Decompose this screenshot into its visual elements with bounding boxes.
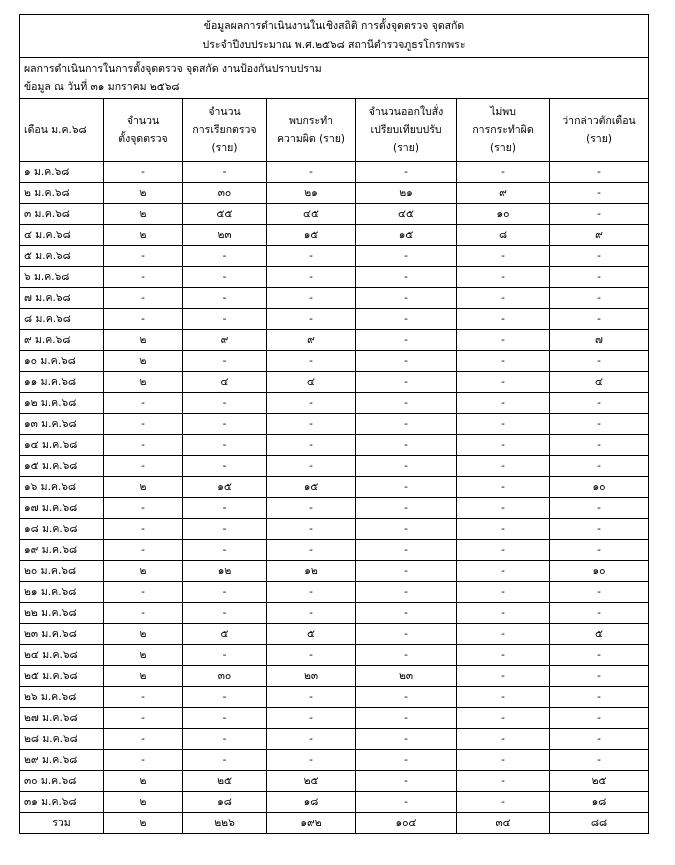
date-cell: ๑๔ ม.ค.๖๘	[20, 435, 104, 456]
column-header-line: จำนวนออกใบสั่ง	[368, 106, 444, 118]
column-header-line: จำนวน	[126, 115, 160, 127]
value-cell: -	[267, 519, 356, 540]
value-cell: ๒๕	[550, 771, 649, 792]
value-cell: -	[457, 750, 550, 771]
table-row	[20, 414, 649, 435]
value-cell: -	[457, 666, 550, 687]
value-cell: -	[457, 456, 550, 477]
value-cell: -	[183, 162, 267, 183]
value-cell: -	[356, 288, 457, 309]
title-line-2: ประจำปีงบประมาณ พ.ศ.๒๕๖๘ สถานีตำรวจภูธรโกรกพระ	[202, 39, 466, 51]
date-cell: ๒ ม.ค.๖๘	[20, 183, 104, 204]
total-value-cell: ๑๐๔	[356, 813, 457, 834]
value-cell: ๑๕	[267, 477, 356, 498]
value-cell: -	[267, 456, 356, 477]
value-cell: -	[104, 267, 183, 288]
value-cell: -	[457, 309, 550, 330]
date-cell: ๔ ม.ค.๖๘	[20, 225, 104, 246]
date-cell: ๒๑ ม.ค.๖๘	[20, 582, 104, 603]
value-cell: ๒๑	[267, 183, 356, 204]
date-cell: ๓๐ ม.ค.๖๘	[20, 771, 104, 792]
value-cell: ๓๐	[183, 183, 267, 204]
value-cell: ๗	[550, 330, 649, 351]
date-cell: ๗ ม.ค.๖๘	[20, 288, 104, 309]
value-cell: -	[457, 288, 550, 309]
value-cell: ๔๕	[267, 204, 356, 225]
value-cell: ๒	[104, 225, 183, 246]
table-row	[20, 288, 649, 309]
checkpoint-statistics-table	[19, 14, 649, 834]
date-cell: ๖ ม.ค.๖๘	[20, 267, 104, 288]
column-header-line: (ราย)	[490, 142, 516, 154]
value-cell: ๑๕	[183, 477, 267, 498]
column-header-line: ความผิด (ราย)	[277, 133, 345, 145]
value-cell: ๒	[104, 183, 183, 204]
value-cell: -	[267, 645, 356, 666]
value-cell: -	[356, 792, 457, 813]
value-cell: ๕	[183, 624, 267, 645]
value-cell: -	[267, 540, 356, 561]
value-cell: -	[183, 582, 267, 603]
table-row	[20, 771, 649, 792]
value-cell: -	[183, 435, 267, 456]
value-cell: -	[183, 288, 267, 309]
header-row	[20, 99, 649, 162]
value-cell: ๒๕	[267, 771, 356, 792]
value-cell: -	[183, 519, 267, 540]
value-cell: -	[550, 729, 649, 750]
value-cell: ๒	[104, 351, 183, 372]
value-cell: -	[550, 582, 649, 603]
value-cell: -	[550, 267, 649, 288]
column-header-5	[457, 99, 550, 162]
value-cell: -	[267, 267, 356, 288]
value-cell: -	[183, 729, 267, 750]
value-cell: -	[550, 456, 649, 477]
value-cell: ๑๐	[457, 204, 550, 225]
value-cell: -	[356, 435, 457, 456]
subtitle-line-1: ผลการดำเนินการในการตั้งจุดตรวจ จุดสกัด งานป้องกันปราบปราม	[24, 63, 322, 75]
value-cell: -	[356, 519, 457, 540]
value-cell: -	[457, 561, 550, 582]
date-cell: ๑๗ ม.ค.๖๘	[20, 498, 104, 519]
value-cell: -	[104, 540, 183, 561]
date-cell: ๑๓ ม.ค.๖๘	[20, 414, 104, 435]
value-cell: -	[267, 414, 356, 435]
value-cell: -	[267, 393, 356, 414]
value-cell: -	[267, 750, 356, 771]
value-cell: -	[267, 708, 356, 729]
value-cell: ๒	[104, 204, 183, 225]
date-cell: ๓ ม.ค.๖๘	[20, 204, 104, 225]
value-cell: -	[183, 414, 267, 435]
value-cell: ๒	[104, 771, 183, 792]
column-header-3	[267, 99, 356, 162]
value-cell: -	[267, 246, 356, 267]
value-cell: -	[104, 582, 183, 603]
table-row	[20, 561, 649, 582]
value-cell: ๒๓	[183, 225, 267, 246]
value-cell: ๒๓	[356, 666, 457, 687]
value-cell: -	[550, 498, 649, 519]
table-row	[20, 162, 649, 183]
value-cell: ๙	[267, 330, 356, 351]
value-cell: -	[457, 498, 550, 519]
value-cell: ๑๒	[183, 561, 267, 582]
date-cell: ๒๗ ม.ค.๖๘	[20, 708, 104, 729]
value-cell: -	[457, 729, 550, 750]
value-cell: -	[457, 582, 550, 603]
value-cell: -	[550, 708, 649, 729]
value-cell: -	[104, 456, 183, 477]
value-cell: -	[104, 162, 183, 183]
date-cell: ๑๙ ม.ค.๖๘	[20, 540, 104, 561]
value-cell: -	[550, 288, 649, 309]
column-header-line: การกระทำผิด	[472, 124, 534, 136]
date-cell: ๑๒ ม.ค.๖๘	[20, 393, 104, 414]
value-cell: ๕	[267, 624, 356, 645]
value-cell: -	[457, 414, 550, 435]
value-cell: -	[104, 246, 183, 267]
value-cell: ๒๑	[356, 183, 457, 204]
table-row	[20, 729, 649, 750]
value-cell: -	[457, 624, 550, 645]
value-cell: -	[183, 708, 267, 729]
value-cell: -	[550, 540, 649, 561]
column-header-line: เดือน ม.ค.๖๘	[24, 124, 87, 136]
total-value-cell: ๒	[104, 813, 183, 834]
table-row	[20, 645, 649, 666]
value-cell: -	[550, 645, 649, 666]
value-cell: -	[457, 708, 550, 729]
value-cell: -	[104, 414, 183, 435]
table-row	[20, 477, 649, 498]
value-cell: -	[457, 162, 550, 183]
total-value-cell: ๒๒๖	[183, 813, 267, 834]
date-cell: ๘ ม.ค.๖๘	[20, 309, 104, 330]
value-cell: -	[356, 603, 457, 624]
table-row	[20, 666, 649, 687]
value-cell: -	[104, 729, 183, 750]
table-row	[20, 246, 649, 267]
value-cell: -	[356, 624, 457, 645]
total-label: รวม	[20, 813, 104, 834]
value-cell: ๒	[104, 477, 183, 498]
value-cell: -	[356, 750, 457, 771]
table-row	[20, 540, 649, 561]
value-cell: -	[267, 498, 356, 519]
value-cell: ๑๕	[356, 225, 457, 246]
value-cell: ๒	[104, 624, 183, 645]
date-cell: ๒๖ ม.ค.๖๘	[20, 687, 104, 708]
date-cell: ๑๑ ม.ค.๖๘	[20, 372, 104, 393]
value-cell: ๒	[104, 645, 183, 666]
table-row	[20, 309, 649, 330]
value-cell: -	[104, 435, 183, 456]
table-row	[20, 603, 649, 624]
total-value-cell: ๘๘	[550, 813, 649, 834]
column-header-4	[356, 99, 457, 162]
table-row	[20, 225, 649, 246]
value-cell: -	[356, 729, 457, 750]
value-cell: -	[550, 603, 649, 624]
value-cell: -	[457, 477, 550, 498]
value-cell: ๑๘	[550, 792, 649, 813]
table-row	[20, 708, 649, 729]
value-cell: -	[356, 708, 457, 729]
value-cell: ๑๕	[267, 225, 356, 246]
value-cell: -	[457, 330, 550, 351]
value-cell: -	[356, 309, 457, 330]
value-cell: -	[550, 162, 649, 183]
column-header-line: (ราย)	[586, 133, 612, 145]
value-cell: -	[550, 435, 649, 456]
value-cell: -	[183, 246, 267, 267]
value-cell: -	[104, 519, 183, 540]
date-cell: ๒๐ ม.ค.๖๘	[20, 561, 104, 582]
value-cell: -	[183, 687, 267, 708]
value-cell: -	[267, 729, 356, 750]
title-line-1: ข้อมูลผลการดำเนินงานในเชิงสถิติ การตั้งจุดตรวจ จุดสกัด	[203, 20, 465, 32]
document-title	[20, 15, 649, 58]
value-cell: -	[550, 246, 649, 267]
table-row	[20, 351, 649, 372]
statistics-sheet	[19, 14, 648, 834]
value-cell: -	[104, 498, 183, 519]
value-cell: -	[457, 435, 550, 456]
table-row	[20, 624, 649, 645]
total-value-cell: ๑๙๒	[267, 813, 356, 834]
column-header-0	[20, 99, 104, 162]
value-cell: ๒	[104, 561, 183, 582]
value-cell: -	[183, 393, 267, 414]
value-cell: ๑๐	[550, 477, 649, 498]
date-cell: ๒๓ ม.ค.๖๘	[20, 624, 104, 645]
value-cell: -	[457, 687, 550, 708]
value-cell: -	[356, 246, 457, 267]
value-cell: ๓๐	[183, 666, 267, 687]
value-cell: -	[267, 435, 356, 456]
value-cell: -	[267, 288, 356, 309]
value-cell: -	[457, 246, 550, 267]
value-cell: -	[356, 393, 457, 414]
date-cell: ๒๙ ม.ค.๖๘	[20, 750, 104, 771]
table-row	[20, 330, 649, 351]
value-cell: -	[457, 393, 550, 414]
subtitle-line-2: ข้อมูล ณ วันที่ ๓๑ มกราคม ๒๕๖๘	[24, 81, 180, 93]
value-cell: -	[356, 351, 457, 372]
value-cell: -	[550, 750, 649, 771]
value-cell: ๔	[183, 372, 267, 393]
value-cell: -	[183, 645, 267, 666]
date-cell: ๑๖ ม.ค.๖๘	[20, 477, 104, 498]
date-cell: ๑๐ ม.ค.๖๘	[20, 351, 104, 372]
value-cell: ๒	[104, 330, 183, 351]
value-cell: -	[550, 393, 649, 414]
value-cell: -	[183, 309, 267, 330]
value-cell: -	[356, 330, 457, 351]
date-cell: ๕ ม.ค.๖๘	[20, 246, 104, 267]
value-cell: -	[104, 288, 183, 309]
table-row	[20, 792, 649, 813]
value-cell: -	[550, 351, 649, 372]
column-header-2	[183, 99, 267, 162]
total-value-cell: ๓๔	[457, 813, 550, 834]
table-row	[20, 267, 649, 288]
date-cell: ๒๘ ม.ค.๖๘	[20, 729, 104, 750]
value-cell: -	[183, 603, 267, 624]
column-header-line: ไม่พบ	[490, 106, 516, 118]
value-cell: -	[267, 309, 356, 330]
value-cell: ๕๕	[183, 204, 267, 225]
value-cell: -	[356, 267, 457, 288]
value-cell: ๒	[104, 372, 183, 393]
date-cell: ๑ ม.ค.๖๘	[20, 162, 104, 183]
value-cell: -	[457, 540, 550, 561]
table-row	[20, 750, 649, 771]
value-cell: -	[356, 561, 457, 582]
value-cell: -	[104, 708, 183, 729]
table-row	[20, 372, 649, 393]
value-cell: -	[550, 414, 649, 435]
value-cell: -	[267, 162, 356, 183]
value-cell: ๑๒	[267, 561, 356, 582]
value-cell: -	[267, 582, 356, 603]
value-cell: ๑๐	[550, 561, 649, 582]
value-cell: ๙	[550, 225, 649, 246]
value-cell: -	[356, 477, 457, 498]
value-cell: -	[457, 372, 550, 393]
date-cell: ๒๒ ม.ค.๖๘	[20, 603, 104, 624]
value-cell: -	[356, 456, 457, 477]
value-cell: ๒	[104, 666, 183, 687]
value-cell: -	[104, 393, 183, 414]
value-cell: -	[183, 456, 267, 477]
table-row	[20, 393, 649, 414]
value-cell: -	[104, 750, 183, 771]
value-cell: ๑๘	[183, 792, 267, 813]
value-cell: -	[550, 666, 649, 687]
value-cell: -	[356, 372, 457, 393]
table-row	[20, 456, 649, 477]
document-subtitle	[20, 58, 649, 99]
value-cell: ๒๓	[267, 666, 356, 687]
column-header-line: (ราย)	[393, 142, 419, 154]
column-header-line: จำนวน	[208, 106, 241, 118]
value-cell: -	[457, 603, 550, 624]
column-header-line: ตั้งจุดตรวจ	[118, 133, 168, 145]
value-cell: -	[183, 351, 267, 372]
date-cell: ๒๔ ม.ค.๖๘	[20, 645, 104, 666]
date-cell: ๓๑ ม.ค.๖๘	[20, 792, 104, 813]
value-cell: -	[457, 267, 550, 288]
value-cell: -	[550, 204, 649, 225]
value-cell: ๒๕	[183, 771, 267, 792]
column-header-line: เปรียบเทียบปรับ	[370, 124, 442, 136]
value-cell: ๙	[183, 330, 267, 351]
value-cell: -	[183, 267, 267, 288]
value-cell: -	[457, 645, 550, 666]
value-cell: -	[550, 687, 649, 708]
table-row	[20, 204, 649, 225]
table-row	[20, 183, 649, 204]
value-cell: -	[356, 771, 457, 792]
value-cell: -	[183, 498, 267, 519]
value-cell: -	[183, 750, 267, 771]
value-cell: -	[356, 540, 457, 561]
value-cell: -	[104, 603, 183, 624]
table-row	[20, 687, 649, 708]
date-cell: ๒๕ ม.ค.๖๘	[20, 666, 104, 687]
value-cell: -	[356, 687, 457, 708]
column-header-line: (ราย)	[211, 142, 238, 154]
value-cell: -	[104, 687, 183, 708]
table-row	[20, 435, 649, 456]
value-cell: -	[550, 309, 649, 330]
value-cell: -	[267, 687, 356, 708]
value-cell: -	[267, 351, 356, 372]
value-cell: -	[457, 519, 550, 540]
value-cell: -	[183, 540, 267, 561]
value-cell: ๔	[267, 372, 356, 393]
table-row	[20, 498, 649, 519]
column-header-line: การเรียกตรวจ	[192, 124, 257, 136]
table-row	[20, 519, 649, 540]
value-cell: ๘	[457, 225, 550, 246]
value-cell: -	[356, 582, 457, 603]
table-row	[20, 582, 649, 603]
value-cell: -	[356, 162, 457, 183]
value-cell: -	[356, 645, 457, 666]
value-cell: -	[457, 792, 550, 813]
value-cell: ๕	[550, 624, 649, 645]
value-cell: ๙	[457, 183, 550, 204]
value-cell: ๔๕	[356, 204, 457, 225]
column-header-1	[104, 99, 183, 162]
date-cell: ๑๕ ม.ค.๖๘	[20, 456, 104, 477]
value-cell: -	[356, 414, 457, 435]
value-cell: -	[550, 183, 649, 204]
value-cell: ๔	[550, 372, 649, 393]
value-cell: -	[457, 351, 550, 372]
value-cell: -	[550, 519, 649, 540]
value-cell: -	[457, 771, 550, 792]
column-header-6	[550, 99, 649, 162]
date-cell: ๙ ม.ค.๖๘	[20, 330, 104, 351]
value-cell: -	[104, 309, 183, 330]
column-header-line: พบกระทำ	[288, 115, 334, 127]
value-cell: ๑๘	[267, 792, 356, 813]
value-cell: -	[267, 603, 356, 624]
value-cell: ๒	[104, 792, 183, 813]
value-cell: -	[356, 498, 457, 519]
total-row	[20, 813, 649, 834]
date-cell: ๑๘ ม.ค.๖๘	[20, 519, 104, 540]
column-header-line: ว่ากล่าวตักเตือน	[562, 115, 636, 127]
